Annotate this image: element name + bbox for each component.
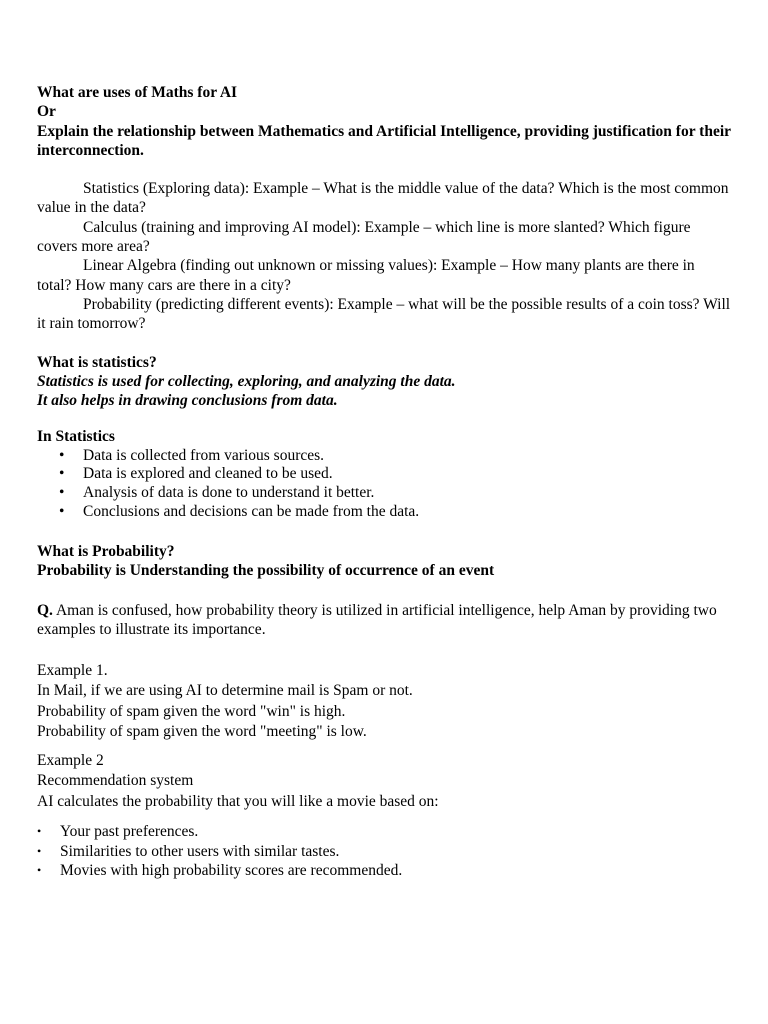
bullet-icon: • <box>59 465 65 483</box>
probability-question: What is Probability? <box>37 542 175 560</box>
in-statistics-block <box>37 427 732 521</box>
header-question: Explain the relationship between Mathematics and Artificial Intelligence, providing justification for their interconnection. <box>37 122 731 159</box>
bullet-icon: • <box>59 446 65 464</box>
probability-answer: Probability is Understanding the possibility of occurrence of an event <box>37 561 495 579</box>
statistics-list <box>37 447 732 522</box>
example1-heading: Example 1. <box>37 661 108 679</box>
list-item <box>37 861 732 880</box>
question-block <box>37 601 732 640</box>
use-linear-algebra: Linear Algebra (finding out unknown or missing values): Example – How many plants are there in total? How many cars are there in a city? <box>37 257 695 294</box>
list-item <box>37 465 732 484</box>
use-calculus: Calculus (training and improving AI model): Example – which line is more slanted? Which figure covers more area? <box>37 218 691 256</box>
statistics-block <box>37 353 732 411</box>
example2-line: Recommendation system <box>37 772 194 790</box>
example2-block <box>37 751 732 880</box>
example2-line: AI calculates the probability that you will like a movie based on: <box>37 792 439 810</box>
question-text: Aman is confused, how probability theory is utilized in artificial intelligence, help Aman by providing two examples to illustrate its importance. <box>37 602 717 639</box>
example2-heading: Example 2 <box>37 751 104 769</box>
list-item-text: Analysis of data is done to understand it better. <box>83 484 375 502</box>
in-statistics-heading: In Statistics <box>37 428 115 446</box>
list-item-text: Movies with high probability scores are recommended. <box>60 861 403 879</box>
probability-block <box>37 542 732 581</box>
example1-block <box>37 661 732 743</box>
bullet-icon: • <box>59 484 65 502</box>
example1-line: In Mail, if we are using AI to determine mail is Spam or not. <box>37 682 413 700</box>
use-statistics: Statistics (Exploring data): Example – What is the middle value of the data? Which is the most common value in the data? <box>37 180 729 217</box>
bullet-icon: • <box>59 502 65 520</box>
bullet-icon: • <box>37 843 42 858</box>
statistics-answer-1: Statistics is used for collecting, exploring, and analyzing the data. <box>37 372 456 390</box>
list-item <box>37 822 732 841</box>
uses-block <box>37 179 732 333</box>
example1-line: Probability of spam given the word "meeting" is low. <box>37 723 367 741</box>
bullet-icon: • <box>37 824 42 839</box>
bullet-icon: • <box>37 862 42 877</box>
list-item-text: Your past preferences. <box>60 823 199 841</box>
header-title: What are uses of Maths for AI <box>37 84 238 101</box>
question-label: Q. <box>37 602 53 620</box>
use-probability: Probability (predicting different events): Example – what will be the possible results of a coin toss? Will it rain tomorrow? <box>37 295 731 333</box>
example2-list <box>37 822 732 880</box>
example1-line: Probability of spam given the word "win" is high. <box>37 702 346 720</box>
list-item <box>37 842 732 861</box>
header-block <box>37 83 732 160</box>
statistics-answer-2: It also helps in drawing conclusions from data. <box>37 392 338 410</box>
list-item-text: Data is collected from various sources. <box>83 446 325 464</box>
list-item <box>37 447 732 466</box>
list-item-text: Conclusions and decisions can be made from the data. <box>83 502 420 520</box>
list-item-text: Data is explored and cleaned to be used. <box>83 465 333 483</box>
list-item-text: Similarities to other users with similar tastes. <box>60 842 340 860</box>
statistics-question: What is statistics? <box>37 353 157 371</box>
header-or: Or <box>37 103 56 121</box>
document-page <box>37 83 732 880</box>
list-item <box>37 503 732 522</box>
list-item <box>37 484 732 503</box>
